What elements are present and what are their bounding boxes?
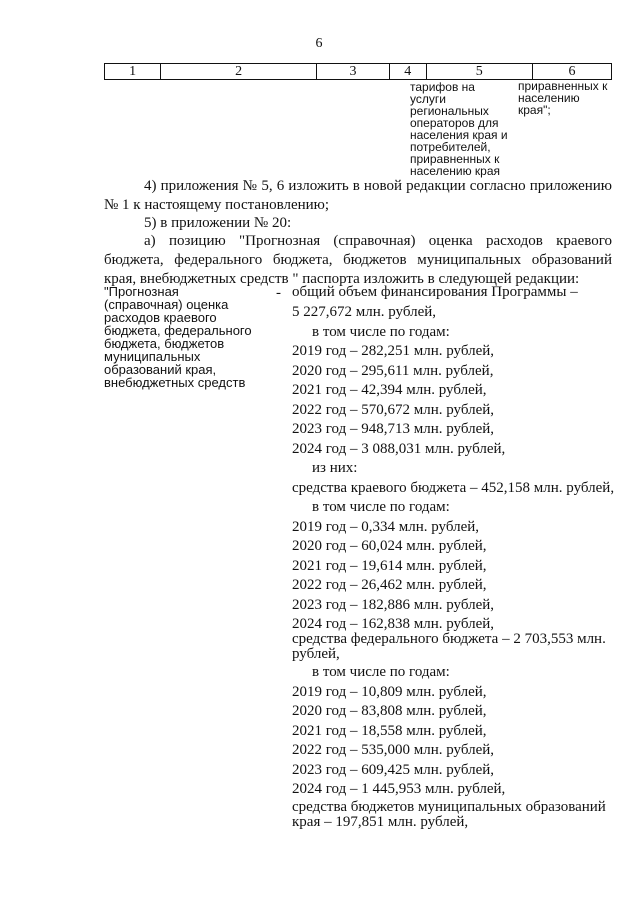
federal-year-line: 2020 год – 83,808 млн. рублей, xyxy=(292,703,487,719)
cell-line: приравненных к xyxy=(410,152,500,166)
cell-line: населению xyxy=(518,91,580,105)
label-line: образований края, xyxy=(104,362,217,377)
cell-line: операторов для xyxy=(410,116,499,130)
by-years-label: в том числе по годам: xyxy=(312,324,450,340)
total-year-line: 2024 год – 3 088,031 млн. рублей, xyxy=(292,441,506,457)
table-header-row xyxy=(104,63,612,80)
by-years-label: в том числе по годам: xyxy=(312,664,450,680)
page-number: 6 xyxy=(315,36,323,51)
federal-year-line: 2022 год – 535,000 млн. рублей, xyxy=(292,742,495,758)
total-year-line: 2022 год – 570,672 млн. рублей, xyxy=(292,402,495,418)
cell-line: потребителей, xyxy=(410,140,491,154)
regional-year-line: 2024 год – 162,838 млн. рублей, xyxy=(292,616,495,632)
total-year-line: 2021 год – 42,394 млн. рублей, xyxy=(292,382,487,398)
total-year-line: 2023 год – 948,713 млн. рублей, xyxy=(292,421,495,437)
paragraph-subitem-a: а) позицию "Прогнозная (справочная) оценка расходов краевого бюджета, федерального бюджета, бюджетов муниципальных образований края, внебюджетных средств " паспорта изложить в следующей редакции: xyxy=(104,233,612,287)
regional-budget-line: средства краевого бюджета – 452,158 млн. рублей, xyxy=(292,480,615,496)
cell-line: приравненных к xyxy=(518,79,608,93)
cell-line: населения края и xyxy=(410,128,508,142)
cell-line: тарифов на xyxy=(410,80,475,94)
label-line: бюджета, федерального xyxy=(104,323,252,338)
federal-budget-line: средства федерального бюджета – 2 703,553 млн. рублей, xyxy=(292,631,606,662)
label-line: бюджета, бюджетов xyxy=(104,336,225,351)
table-header-cell: 6 xyxy=(533,64,612,80)
paragraph-item-4: 4) приложения № 5, 6 изложить в новой редакции согласно приложению № 1 к настоящему постановлению; xyxy=(104,178,612,213)
federal-year-line: 2024 год – 1 445,953 млн. рублей, xyxy=(292,781,506,797)
total-year-line: 2020 год – 295,611 млн. рублей, xyxy=(292,363,494,379)
of-them-label: из них: xyxy=(312,460,358,476)
federal-year-line: 2019 год – 10,809 млн. рублей, xyxy=(292,684,487,700)
table-header-cell: 4 xyxy=(389,64,426,80)
total-financing-title: общий объем финансирования Программы – xyxy=(292,284,578,300)
label-line: расходов краевого xyxy=(104,310,217,325)
total-year-line: 2019 год – 282,251 млн. рублей, xyxy=(292,343,495,359)
table-cell-col5-continuation xyxy=(410,81,510,177)
cell-line: населению края xyxy=(410,164,501,178)
regional-year-line: 2021 год – 19,614 млн. рублей, xyxy=(292,558,487,574)
table-header-cell: 3 xyxy=(316,64,389,80)
paragraph-item-5: 5) в приложении № 20: xyxy=(144,215,292,231)
total-financing-value: 5 227,672 млн. рублей, xyxy=(292,304,437,320)
regional-year-line: 2023 год – 182,886 млн. рублей, xyxy=(292,597,495,613)
by-years-label: в том числе по годам: xyxy=(312,499,450,515)
position-label xyxy=(104,285,274,389)
label-line: (справочная) оценка xyxy=(104,297,229,312)
federal-year-line: 2021 год – 18,558 млн. рублей, xyxy=(292,723,487,739)
regional-year-line: 2022 год – 26,462 млн. рублей, xyxy=(292,577,487,593)
dash-separator: - xyxy=(276,285,281,301)
label-line: "Прогнозная xyxy=(104,284,179,299)
table-header-cell: 5 xyxy=(426,64,532,80)
regional-year-line: 2019 год – 0,334 млн. рублей, xyxy=(292,519,480,535)
label-line: муниципальных xyxy=(104,349,201,364)
table-header-cell: 2 xyxy=(161,64,317,80)
table-cell-col6-continuation xyxy=(518,80,614,116)
municipal-budget-line: средства бюджетов муниципальных образований края – 197,851 млн. рублей, xyxy=(292,799,606,830)
cell-line: региональных xyxy=(410,104,489,118)
regional-year-line: 2020 год – 60,024 млн. рублей, xyxy=(292,538,487,554)
federal-year-line: 2023 год – 609,425 млн. рублей, xyxy=(292,762,495,778)
cell-line: услуги xyxy=(410,92,446,106)
cell-line: края"; xyxy=(518,103,551,117)
table-header-cell: 1 xyxy=(105,64,161,80)
label-line: внебюджетных средств xyxy=(104,375,246,390)
